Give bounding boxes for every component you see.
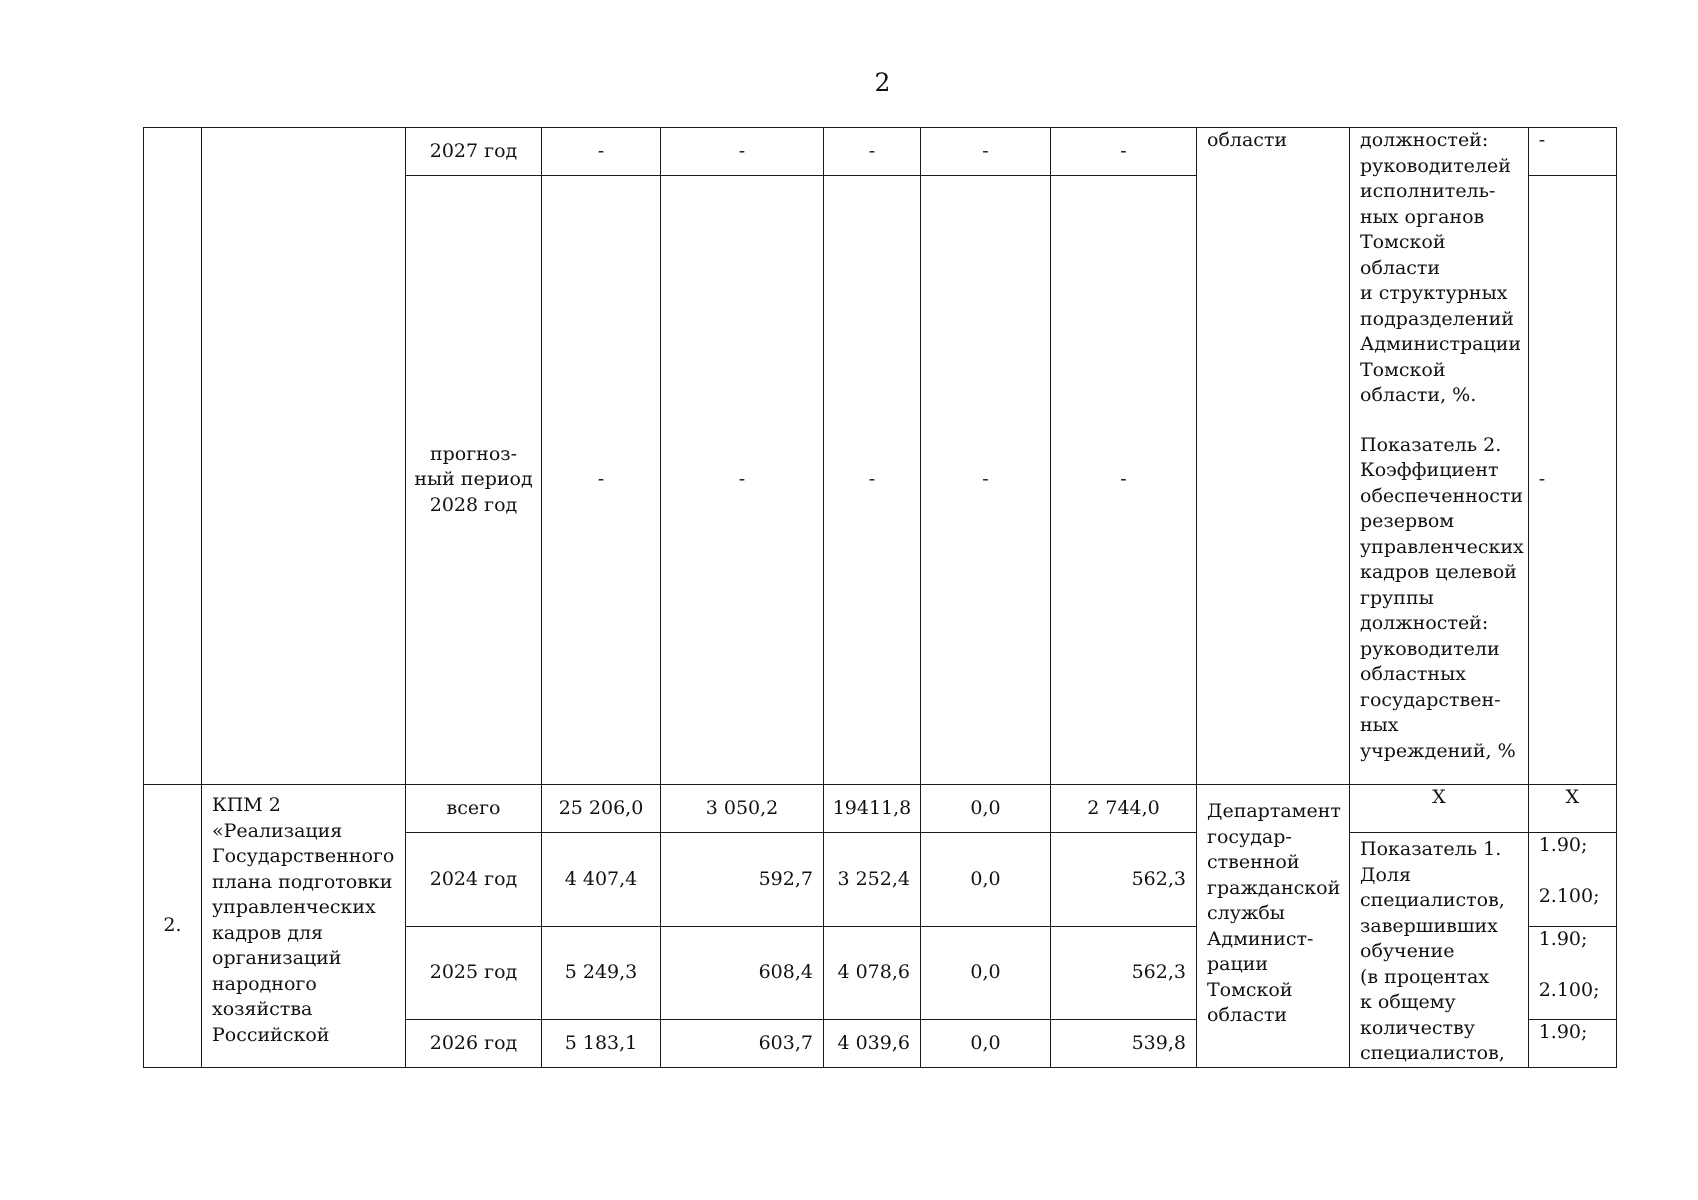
- row-number: 2.: [144, 785, 202, 1068]
- indicator-2-text: Показатель 2. Коэффициент обеспеченности резервом управленческих кадров целевой группы должностей: руководители областных государствен- ных учреждений, %: [1360, 433, 1524, 762]
- target-cell: 1.90; 2.100;: [1528, 833, 1616, 927]
- local-cell: 0,0: [921, 785, 1051, 833]
- program-table: [143, 127, 1617, 1068]
- regional-cell: -: [824, 176, 921, 785]
- total-cell: 5 183,1: [542, 1020, 661, 1067]
- period-cell: 2027 год: [406, 128, 542, 176]
- regional-cell: -: [824, 128, 921, 176]
- federal-cell: -: [661, 128, 824, 176]
- target-cell: -: [1528, 128, 1616, 176]
- target-cell: 1.90; 2.100;: [1528, 926, 1616, 1020]
- extra-cell: -: [1051, 176, 1197, 785]
- executor-cell: Департамент государ- ственной гражданской службы Админист- рации Томской области: [1197, 785, 1350, 1068]
- period-cell: всего: [406, 785, 542, 833]
- table-row: [144, 128, 1617, 176]
- federal-cell: 608,4: [661, 926, 824, 1020]
- extra-cell: 539,8: [1051, 1020, 1197, 1067]
- federal-cell: 3 050,2: [661, 785, 824, 833]
- total-cell: 4 407,4: [542, 833, 661, 927]
- page-number: 2: [874, 68, 891, 97]
- federal-cell: 603,7: [661, 1020, 824, 1067]
- federal-cell: -: [661, 176, 824, 785]
- regional-cell: 3 252,4: [824, 833, 921, 927]
- local-cell: -: [921, 128, 1051, 176]
- regional-cell: 4 039,6: [824, 1020, 921, 1067]
- indicators-cell: [1350, 128, 1529, 785]
- local-cell: 0,0: [921, 1020, 1051, 1067]
- period-cell: 2026 год: [406, 1020, 542, 1067]
- executor-cell: области: [1197, 128, 1350, 785]
- extra-cell: -: [1051, 128, 1197, 176]
- indicator-1-text: должностей: руководителей исполнитель- ных органов Томской области и структурных подразделений Администрации Томской области, %.: [1360, 129, 1522, 406]
- kpm-name: КПМ 2 «Реализация Государственного плана подготовки управленческих кадров для организаций народного хозяйства Российской: [202, 785, 406, 1068]
- total-cell: -: [542, 176, 661, 785]
- indicator-total-cell: X: [1350, 785, 1529, 833]
- local-cell: -: [921, 176, 1051, 785]
- regional-cell: 19411,8: [824, 785, 921, 833]
- extra-cell: 2 744,0: [1051, 785, 1197, 833]
- num-cell-empty: [144, 128, 202, 785]
- indicator-cell: Показатель 1. Доля специалистов, завершивших обучение (в процентах к общему количеству специалистов,: [1350, 833, 1529, 1068]
- regional-cell: 4 078,6: [824, 926, 921, 1020]
- table-row: [144, 785, 1617, 833]
- local-cell: 0,0: [921, 833, 1051, 927]
- total-cell: 5 249,3: [542, 926, 661, 1020]
- total-cell: 25 206,0: [542, 785, 661, 833]
- target-total-cell: X: [1528, 785, 1616, 833]
- target-cell: 1.90;: [1528, 1020, 1616, 1067]
- local-cell: 0,0: [921, 926, 1051, 1020]
- extra-cell: 562,3: [1051, 833, 1197, 927]
- federal-cell: 592,7: [661, 833, 824, 927]
- name-cell-empty: [202, 128, 406, 785]
- period-cell: 2025 год: [406, 926, 542, 1020]
- period-cell: 2024 год: [406, 833, 542, 927]
- target-cell: -: [1528, 176, 1616, 785]
- extra-cell: 562,3: [1051, 926, 1197, 1020]
- total-cell: -: [542, 128, 661, 176]
- period-cell: прогноз- ный период 2028 год: [406, 176, 542, 785]
